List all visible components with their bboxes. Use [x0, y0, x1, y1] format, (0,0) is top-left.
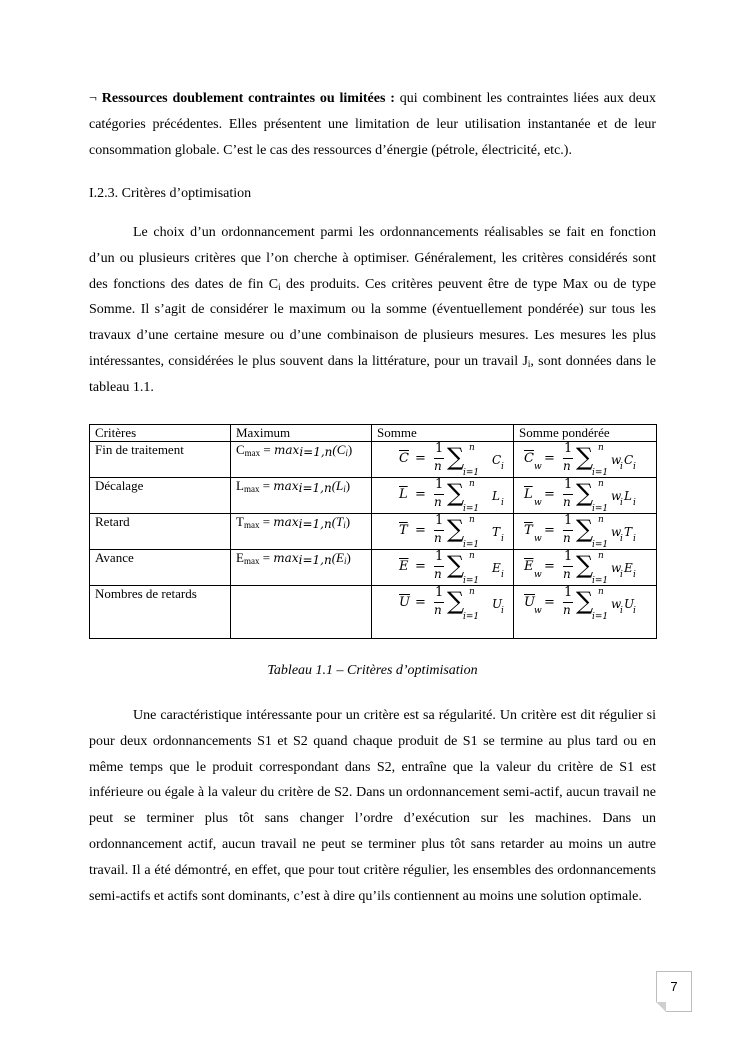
fraction-numerator: 1	[564, 585, 573, 600]
measure-variable: U	[492, 597, 503, 611]
equals-sign: =	[544, 595, 555, 610]
sum-upper-bound: n	[598, 515, 604, 525]
sum-lower-bound: i=1	[463, 612, 480, 622]
fraction-denominator: n	[563, 531, 571, 545]
measure-variable: T	[492, 525, 501, 539]
fraction-denominator: n	[434, 495, 442, 509]
somme-ponderee-cell	[514, 586, 657, 639]
sigma-icon: ∑	[447, 479, 465, 507]
somme-cell	[372, 442, 514, 478]
fraction-denominator: n	[563, 567, 571, 581]
somme-ponderee-formula	[519, 550, 656, 585]
fraction-numerator: 1	[435, 549, 444, 564]
criterion-label: Retard	[90, 514, 231, 550]
sum-upper-bound: n	[598, 443, 604, 453]
measure-variable: C	[624, 453, 634, 467]
intro-text: qui combinent les contraintes liées aux deux catégories précédentes. Elles présentent une limitation de leur utilisation instantanée et de leur consommation globale. C’est le cas des ressources d’énergie (pétrole, électricité, etc.).	[89, 91, 657, 158]
somme-ponderee-symbol: $\overline{U}$	[524, 595, 535, 610]
somme-symbol: $\overline{L}$	[399, 487, 408, 502]
fraction-numerator: 1	[564, 477, 573, 492]
paragraph-1: Le choix d’un ordonnancement parmi les ordonnancements réalisables se fait en fonction d’un ou plusieurs critères que l’on cherche à optimiser. Généralement, les critères considérés sont des fonctions des dates de fin $C_i$ des produits. Ces critères peuvent être de type Max ou de type Somme. Il s’agit de considérer le maximum ou la somme (éventuellement pondérée) sur tous les travaux d’une certaine mesure ou d’une combinaison de plusieurs mesures. Les mesures les plus intéressantes, considérées le plus souvent dans la littérature, pour un travail $J_i$, sont données dans le tableau 1.1.	[89, 225, 656, 395]
sigma-icon: ∑	[576, 443, 594, 471]
header-maximum: Maximum	[231, 425, 372, 442]
somme-ponderee-cell	[514, 442, 657, 478]
weight-index: i	[620, 498, 623, 508]
fraction-denominator: n	[563, 495, 571, 509]
somme-ponderee-symbol: $\overline{E}$	[524, 559, 534, 574]
measure-index: i	[501, 462, 504, 472]
weight-variable: w	[611, 561, 622, 575]
sum-lower-bound: i=1	[592, 504, 609, 514]
weight-variable: w	[611, 597, 622, 611]
maximum-cell: $E_{max} = \max_{i=1,n}(E_i)$	[231, 550, 372, 586]
measure-index: i	[633, 462, 636, 472]
somme-ponderee-formula	[519, 478, 656, 513]
sum-lower-bound: i=1	[592, 612, 609, 622]
table-row	[90, 586, 657, 639]
weight-subscript: w	[534, 534, 542, 544]
fraction-numerator: 1	[564, 441, 573, 456]
maximum-cell: $T_{max} = \max_{i=1,n}(T_i)$	[231, 514, 372, 550]
somme-symbol: $\overline{E}$	[399, 559, 409, 574]
somme-formula	[377, 514, 513, 549]
sum-upper-bound: n	[469, 443, 475, 453]
maximum-cell	[231, 586, 372, 639]
sigma-icon: ∑	[576, 587, 594, 615]
somme-formula	[377, 586, 513, 621]
somme-ponderee-formula	[519, 514, 656, 549]
criterion-label: Fin de traitement	[90, 442, 231, 478]
sum-lower-bound: i=1	[463, 540, 480, 550]
sum-lower-bound: i=1	[592, 540, 609, 550]
somme-symbol: $\overline{C}$	[399, 451, 409, 466]
somme-cell	[372, 478, 514, 514]
sum-upper-bound: n	[598, 479, 604, 489]
sigma-icon: ∑	[447, 551, 465, 579]
weight-subscript: w	[534, 498, 542, 508]
weight-subscript: w	[534, 570, 542, 580]
fraction-denominator: n	[434, 603, 442, 617]
sum-lower-bound: i=1	[592, 468, 609, 478]
table-row	[90, 478, 657, 514]
equals-sign: =	[415, 559, 426, 574]
measure-index: i	[501, 534, 504, 544]
somme-formula	[377, 550, 513, 585]
sigma-icon: ∑	[576, 515, 594, 543]
fraction-numerator: 1	[564, 513, 573, 528]
measure-index: i	[501, 498, 504, 508]
measure-index: i	[633, 570, 636, 580]
somme-ponderee-cell	[514, 478, 657, 514]
sum-lower-bound: i=1	[463, 504, 480, 514]
fraction-denominator: n	[563, 459, 571, 473]
weight-index: i	[620, 534, 623, 544]
equals-sign: =	[544, 451, 555, 466]
sigma-icon: ∑	[447, 587, 465, 615]
sum-upper-bound: n	[469, 515, 475, 525]
table-header-row	[90, 425, 657, 442]
somme-ponderee-symbol: $\overline{L}$	[524, 487, 533, 502]
weight-index: i	[620, 462, 623, 472]
criterion-label: Décalage	[90, 478, 231, 514]
somme-formula	[377, 478, 513, 513]
intro-bold-label: Ressources doublement contraintes ou limitées :	[101, 91, 395, 106]
weight-subscript: w	[534, 462, 542, 472]
table-caption: Tableau 1.1 – Critères d’optimisation	[267, 663, 478, 678]
maximum-cell: $C_{max} = \max_{i=1,n}(C_i)$	[231, 442, 372, 478]
weight-index: i	[620, 570, 623, 580]
measure-index: i	[501, 570, 504, 580]
measure-variable: T	[624, 525, 633, 539]
table-row	[90, 442, 657, 478]
somme-cell	[372, 586, 514, 639]
measure-variable: U	[624, 597, 635, 611]
sum-upper-bound: n	[598, 587, 604, 597]
table-row	[90, 514, 657, 550]
somme-symbol: $\overline{U}$	[399, 595, 410, 610]
sum-lower-bound: i=1	[592, 576, 609, 586]
measure-variable: L	[492, 489, 500, 503]
equals-sign: =	[544, 559, 555, 574]
paragraph-2: Une caractéristique intéressante pour un critère est sa régularité. Un critère est dit régulier si pour deux ordonnancements S1 et S2 quand chaque produit de S1 se termine au plus tard ou en même temps que le produit correspondant dans S2, entraîne que la valeur du critère de S1 est inférieure ou égale à la valeur du critère de S2. Dans un ordonnancement semi-actif, aucun travail ne peut se terminer plus tôt sans changer l’ordre d’exécution sur les machines. Dans un ordonnancement actif, aucun travail ne peut se terminer plus tôt sans retarder au moins un autre travail. Il a été démontré, en effet, que pour tout critère régulier, les ensembles des ordonnancements semi-actifs et actifs sont dominants, c’est à dire qu’ils contiennent au moins une solution optimale.	[89, 708, 656, 904]
bullet-icon: ¬	[89, 91, 97, 106]
somme-ponderee-formula	[519, 442, 656, 477]
somme-ponderee-cell	[514, 550, 657, 586]
weight-subscript: w	[534, 606, 542, 616]
page-corner-fold	[656, 1002, 666, 1012]
fraction-denominator: n	[563, 603, 571, 617]
measure-variable: E	[492, 561, 501, 575]
somme-symbol: $\overline{T}$	[399, 523, 408, 538]
sigma-icon: ∑	[576, 551, 594, 579]
fraction-numerator: 1	[564, 549, 573, 564]
measure-index: i	[633, 534, 636, 544]
weight-variable: w	[611, 453, 622, 467]
somme-cell	[372, 550, 514, 586]
intro-paragraph	[89, 86, 656, 163]
sum-upper-bound: n	[469, 479, 475, 489]
weight-variable: w	[611, 525, 622, 539]
somme-ponderee-cell	[514, 514, 657, 550]
maximum-cell: $L_{max} = \max_{i=1,n}(L_i)$	[231, 478, 372, 514]
equals-sign: =	[415, 595, 426, 610]
somme-ponderee-formula	[519, 586, 656, 621]
sum-upper-bound: n	[598, 551, 604, 561]
fraction-denominator: n	[434, 567, 442, 581]
sum-upper-bound: n	[469, 587, 475, 597]
page-number: 7	[656, 971, 692, 1012]
weight-variable: w	[611, 489, 622, 503]
fraction-denominator: n	[434, 531, 442, 545]
fraction-numerator: 1	[435, 441, 444, 456]
equals-sign: =	[544, 487, 555, 502]
sigma-icon: ∑	[447, 515, 465, 543]
somme-ponderee-symbol: $\overline{C}$	[524, 451, 534, 466]
somme-formula	[377, 442, 513, 477]
table-row	[90, 550, 657, 586]
header-criteres: Critères	[90, 425, 231, 442]
somme-cell	[372, 514, 514, 550]
equals-sign: =	[415, 451, 426, 466]
measure-variable: L	[624, 489, 632, 503]
weight-index: i	[620, 606, 623, 616]
sigma-icon: ∑	[576, 479, 594, 507]
criterion-label: Nombres de retards	[90, 586, 231, 639]
sigma-icon: ∑	[447, 443, 465, 471]
criteria-table	[89, 424, 657, 639]
measure-variable: E	[624, 561, 633, 575]
header-somme-ponderee: Somme pondérée	[514, 425, 657, 442]
equals-sign: =	[415, 487, 426, 502]
sum-lower-bound: i=1	[463, 576, 480, 586]
somme-ponderee-symbol: $\overline{T}$	[524, 523, 533, 538]
measure-index: i	[633, 606, 636, 616]
fraction-denominator: n	[434, 459, 442, 473]
measure-index: i	[633, 498, 636, 508]
equals-sign: =	[544, 523, 555, 538]
sum-lower-bound: i=1	[463, 468, 480, 478]
section-heading: I.2.3. Critères d’optimisation	[89, 186, 252, 201]
measure-index: i	[501, 606, 504, 616]
measure-variable: C	[492, 453, 502, 467]
fraction-numerator: 1	[435, 477, 444, 492]
equals-sign: =	[415, 523, 426, 538]
fraction-numerator: 1	[435, 585, 444, 600]
sum-upper-bound: n	[469, 551, 475, 561]
header-somme: Somme	[372, 425, 514, 442]
criterion-label: Avance	[90, 550, 231, 586]
fraction-numerator: 1	[435, 513, 444, 528]
